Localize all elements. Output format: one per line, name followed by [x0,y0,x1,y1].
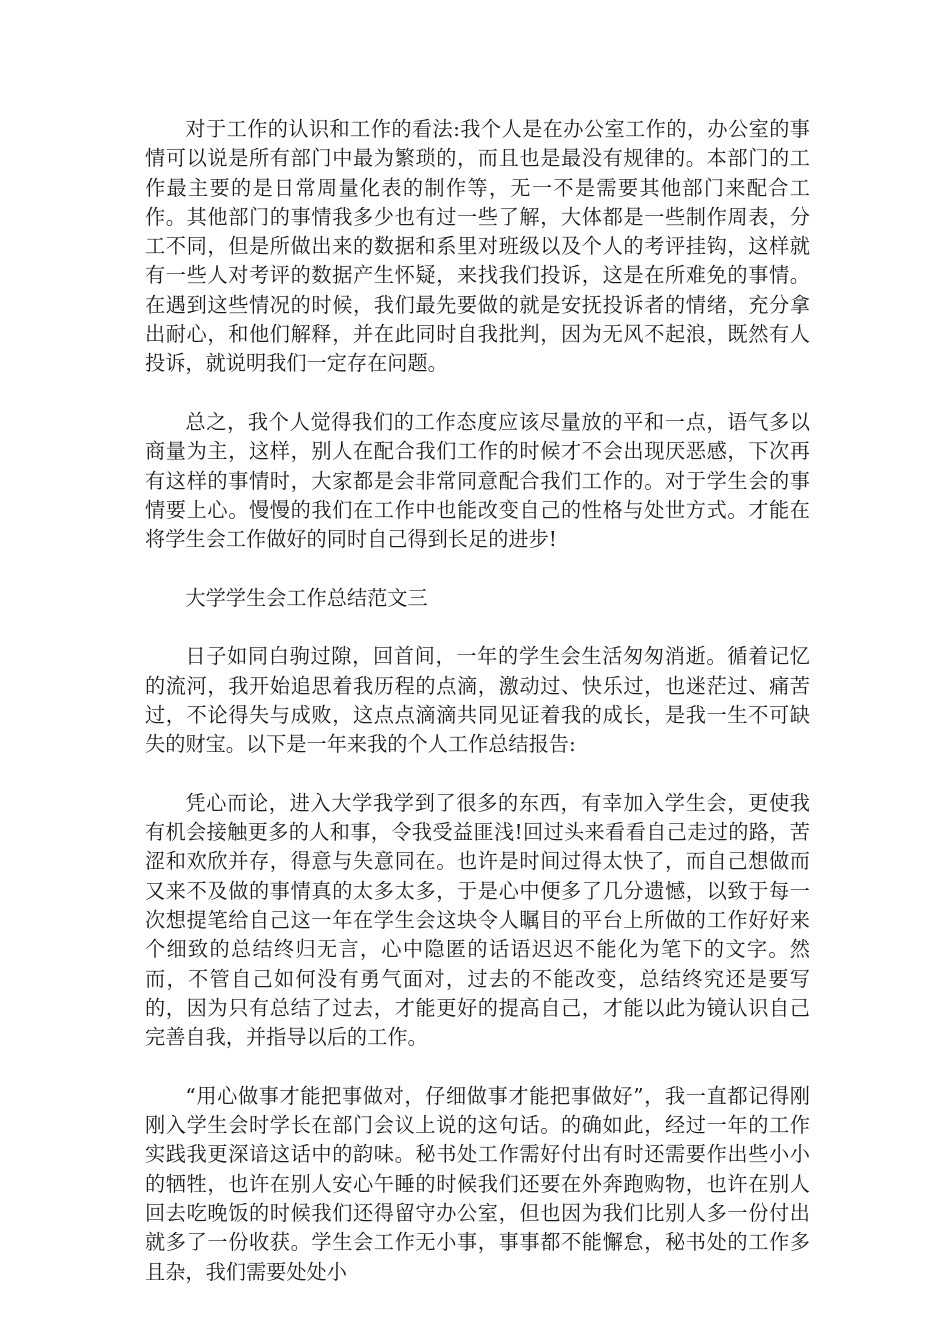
section-heading: 大学学生会工作总结范文三 [185,585,428,610]
paragraph-reflection: 凭心而论，进入大学我学到了很多的东西，有幸加入学生会，更使我有机会接触更多的人和事，令我受益匪浅!回过头来看看自己走过的路，苦涩和欢欣并存，得意与失意同在。也许是时间过得太快了，而自己想做而又来不及做的事情真的太多太多，于是心中便多了几分遗憾，以致于每一次想提笔给自己这一年在学生会这块令人瞩目的平台上所做的工作好好来个细致的总结终归无言，心中隐匿的话语迟迟不能化为笔下的文字。然而，不管自己如何没有勇气面对，过去的不能改变，总结终究还是要写的，因为只有总结了过去，才能更好的提高自己，才能以此为镜认识自己完善自我，并指导以后的工作。 [145,790,810,1050]
paragraph-quote: “用心做事才能把事做对，仔细做事才能把事做好”，我一直都记得刚刚入学生会时学长在部门会议上说的这句话。的确如此，经过一年的工作实践我更深谙这话中的韵味。秘书处工作需好付出有时还需要作出些小小的牺牲，也许在别人安心午睡的时候我们还要在外奔跑购物，也许在别人回去吃晚饭的时候我们还得留守办公室，但也因为我们比别人多一份付出就多了一份收获。学生会工作无小事，事事都不能懈怠，秘书处的工作多且杂，我们需要处处小 [145,1083,810,1284]
paragraph-intro: 日子如同白驹过隙，回首间，一年的学生会生活匆匆消逝。循着记忆的流河，我开始追思着我历程的点滴，激动过、快乐过，也迷茫过、痛苦过，不论得失与成败，这点点滴滴共同见证着我的成长，是我一生不可缺失的财宝。以下是一年来我的个人工作总结报告: [145,644,810,757]
paragraph-work-understanding: 对于工作的认识和工作的看法:我个人是在办公室工作的，办公室的事情可以说是所有部门中最为繁琐的，而且也是最没有规律的。本部门的工作最主要的是日常周量化表的制作等，无一不是需要其他部门来配合工作。其他部门的事情我多少也有过一些了解，大体都是一些制作周表，分工不同，但是所做出来的数据和系里对班级以及个人的考评挂钩，这样就有一些人对考评的数据产生怀疑，来找我们投诉，这是在所难免的事情。在遇到这些情况的时候，我们最先要做的就是安抚投诉者的情绪，充分拿出耐心，和他们解释，并在此同时自我批判，因为无风不起浪，既然有人投诉，就说明我们一定存在问题。 [145,117,810,376]
document-page [145,115,810,1316]
paragraph-summary: 总之，我个人觉得我们的工作态度应该尽量放的平和一点，语气多以商量为主，这样，别人在配合我们工作的时候才不会出现厌恶感，下次再有这样的事情时，大家都是会非常同意配合我们工作的。对于学生会的事情要上心。慢慢的我们在工作中也能改变自己的性格与处世方式。才能在将学生会工作做好的同时自己得到长足的进步! [145,409,810,552]
